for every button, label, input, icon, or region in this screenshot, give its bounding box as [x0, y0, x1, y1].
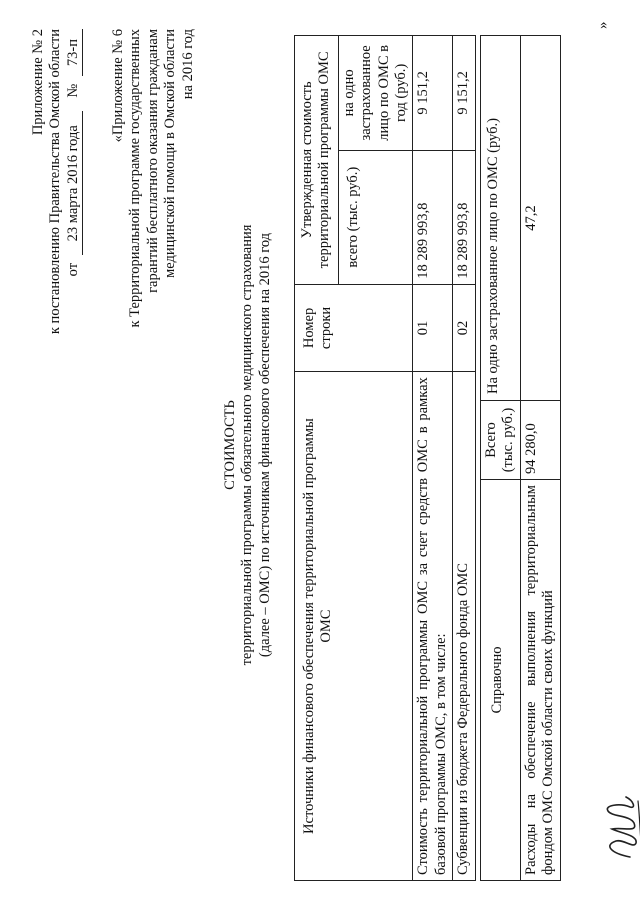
ref-row-per: 47,2 [520, 36, 560, 401]
closing-quote: » [595, 21, 611, 29]
header-total: всего (тыс. руб.) [338, 150, 413, 284]
ref-row-total: 94 280,0 [520, 401, 560, 480]
header-date-prefix: от [64, 262, 81, 277]
ref-header-per: На одно застрахованное лицо по ОМС (руб.) [481, 36, 521, 401]
ref-header-total: Всего (тыс. руб.) [481, 401, 521, 480]
annex-line5: на 2016 год [179, 29, 196, 100]
table-row [413, 36, 453, 881]
annex-block [110, 29, 197, 328]
row2-name: Субвенции из бюджета Федерального фонда ОМС [453, 372, 475, 881]
title-block [222, 145, 274, 745]
ref-header-label: Справочно [481, 480, 521, 881]
page-title: СТОИМОСТЬ [222, 400, 238, 490]
title-sub1: территориальной программы обязательного медицинского страхования [239, 224, 256, 666]
row1-total: 18 289 993,8 [413, 150, 453, 284]
table-row [520, 36, 560, 881]
header-num-label: № [64, 83, 81, 98]
title-sub2: (далее – ОМС) по источникам финансового обеспечения на 2016 год [256, 232, 273, 658]
ref-row-name: Расходы на обеспечение выполнения территориальным фондом ОМС Омской области своих функций [520, 480, 560, 881]
header-line2: к постановлению Правительства Омской области [47, 29, 64, 335]
reference-table [480, 35, 561, 881]
header-per-person: на одно застрахованное лицо по ОМС в год (руб.) [338, 36, 413, 151]
header-approved: Утвержденная стоимость территориальной программы ОМС [295, 36, 339, 285]
header-line1: Приложение № 2 [30, 29, 46, 136]
header-date: 23 марта 2016 года [65, 111, 83, 255]
header-block [30, 29, 83, 334]
row1-name: Стоимость территориальной программы ОМС за счет средств ОМС в рамках базовой программы ОМС, в том числе: [413, 372, 453, 881]
table-header-row [295, 36, 339, 881]
annex-line4: медицинской помощи в Омской области [162, 29, 179, 278]
cost-table [294, 35, 476, 881]
ref-header-row [481, 36, 521, 881]
annex-line2: к Территориальной программе государственных [127, 29, 144, 328]
annex-line1: «Приложение № 6 [110, 29, 126, 143]
row1-per: 9 151,2 [413, 36, 453, 151]
signature [590, 793, 640, 863]
header-line3 [65, 29, 83, 334]
row2-num: 02 [453, 284, 475, 372]
table-row [453, 36, 475, 881]
header-row-num: Номер строки [295, 284, 413, 372]
row1-num: 01 [413, 284, 453, 372]
annex-line3: гарантий бесплатного оказания гражданам [144, 29, 161, 293]
row2-total: 18 289 993,8 [453, 150, 475, 284]
header-num: 73-п [65, 29, 83, 76]
header-source: Источники финансового обеспечения территориальной программы ОМС [295, 372, 413, 881]
row2-per: 9 151,2 [453, 36, 475, 151]
